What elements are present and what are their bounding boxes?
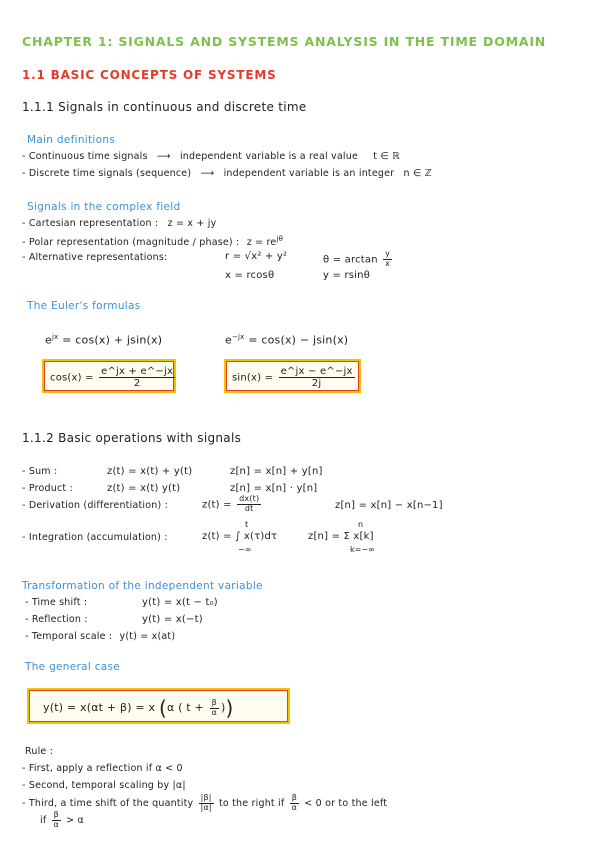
def-discrete-label: - Discrete time signals (sequence): [22, 168, 192, 179]
sum-disc: z[n] = x[n] + y[n]: [230, 466, 323, 477]
rule-3: [22, 794, 387, 813]
shift-math: y(t) = x(t − t₀): [142, 597, 218, 608]
cos-den: 2: [133, 378, 141, 389]
deriv-label: - Derivation (differentiation) :: [22, 500, 168, 511]
sin-num: e^jx − e^−jx: [280, 366, 353, 377]
polar-label: - Polar representation (magnitude / phase) :: [22, 237, 240, 249]
rule-3-fraction-2: [290, 794, 299, 813]
euler-1-rhs: = cos(x) + jsin(x): [62, 333, 163, 347]
euler-formula-1: [45, 333, 162, 347]
rule-3b: to the right if: [218, 797, 285, 809]
def-line-continuous: [22, 151, 400, 162]
cartesian-math: z = x + jy: [167, 218, 217, 229]
scale-math: y(t) = x(at): [119, 631, 176, 642]
cos-lhs: cos(x) =: [50, 372, 94, 384]
polar-line: [22, 235, 283, 248]
general-den: α: [211, 707, 218, 717]
rule-heading: Rule :: [25, 746, 54, 757]
general-mid: α ( t +: [166, 701, 204, 714]
prod-cont: z(t) = x(t) y(t): [107, 483, 181, 494]
rule-4: [40, 811, 84, 830]
cartesian-line: [22, 218, 216, 229]
general-formula: [43, 696, 233, 720]
rule-4-fraction: [52, 811, 61, 830]
alt-theta-den: x: [385, 258, 391, 268]
cos-fraction: [99, 366, 175, 389]
rule-1: - First, apply a reflection if α < 0: [22, 763, 183, 774]
def-continuous-text: independent variable is a real value: [179, 151, 359, 162]
integ-cont: z(t) = ∫ x(τ)dτ: [202, 531, 278, 542]
sum-upper: n: [358, 520, 364, 529]
cos-box: [42, 359, 176, 393]
general-close: ): [220, 701, 226, 714]
alt-theta-text: θ = arctan: [323, 254, 378, 266]
alt-theta-fraction: [383, 250, 392, 269]
transform-heading: Transformation of the independent variable: [22, 580, 263, 592]
alt-y: y = rsinθ: [323, 270, 371, 281]
rule-3-den: |α|: [200, 802, 212, 812]
deriv-fraction: [237, 495, 261, 514]
main-definitions-heading: Main definitions: [27, 134, 116, 146]
general-num: β: [211, 697, 217, 707]
rule-3c: < 0 or to the left: [304, 797, 388, 809]
sin-fraction: [279, 366, 355, 389]
def-continuous-math: t ∈ ℝ: [373, 151, 400, 162]
rule-4b: > α: [66, 814, 85, 826]
chapter-title: CHAPTER 1: SIGNALS AND SYSTEMS ANALYSIS IN THE TIME DOMAIN: [22, 34, 547, 49]
reflection-label: - Reflection :: [25, 614, 88, 625]
general-fraction: [210, 699, 219, 718]
def-discrete-text: independent variable is an integer: [223, 168, 395, 179]
def-continuous-label: - Continuous time signals: [22, 151, 148, 162]
integ-lower: −∞: [238, 545, 252, 554]
rule-3a: - Third, a time shift of the quantity: [22, 797, 194, 809]
close-paren-icon: ): [225, 696, 234, 720]
subsection-title-2: 1.1.2 Basic operations with signals: [22, 431, 242, 445]
alt-r: r = √x² + y²: [225, 251, 288, 262]
alt-x: x = rcosθ: [225, 270, 275, 281]
integ-disc: z[n] = Σ x[k]: [308, 531, 374, 542]
sin-box: [224, 359, 361, 393]
shift-label: - Time shift :: [25, 597, 88, 608]
alt-theta: [323, 250, 394, 269]
deriv-cont: [202, 495, 263, 514]
euler-2-lhs: e: [225, 333, 232, 347]
open-paren-icon: (: [158, 696, 167, 720]
sin-lhs: sin(x) =: [232, 372, 274, 384]
euler-2-rhs: = cos(x) − jsin(x): [248, 333, 349, 347]
euler-formula-2: [225, 333, 348, 347]
arrow-icon: ⟶: [200, 168, 215, 179]
general-box: [27, 688, 290, 724]
polar-math: z = re: [246, 237, 277, 249]
rule-4a: if: [40, 814, 47, 826]
euler-1-exp: jx: [51, 333, 59, 341]
rule-3-fraction: [199, 794, 214, 813]
alt-theta-num: y: [385, 249, 391, 258]
prod-label: - Product :: [22, 483, 73, 494]
scale-line: [25, 631, 175, 642]
complex-heading: Signals in the complex field: [27, 201, 181, 213]
cartesian-label: - Cartesian representation :: [22, 218, 159, 229]
alt-label: - Alternative representations:: [22, 252, 168, 263]
integ-label: - Integration (accumulation) :: [22, 532, 168, 543]
rule-4-den: α: [53, 819, 60, 829]
scale-label: - Temporal scale :: [25, 631, 113, 642]
section-title: 1.1 BASIC CONCEPTS OF SYSTEMS: [22, 68, 277, 82]
euler-1-lhs: e: [45, 333, 52, 347]
reflection-math: y(t) = x(−t): [142, 614, 203, 625]
sum-label: - Sum :: [22, 466, 58, 477]
sum-cont: z(t) = x(t) + y(t): [107, 466, 193, 477]
deriv-num: dx(t): [239, 494, 260, 503]
general-left: y(t) = x(αt + β) = x: [43, 701, 156, 714]
arrow-icon: ⟶: [156, 151, 171, 162]
def-discrete-math: n ∈ ℤ: [403, 168, 432, 179]
euler-2-exp: −jx: [231, 333, 245, 341]
subsection-title-1: 1.1.1 Signals in continuous and discrete time: [22, 100, 307, 114]
rule-3-num: |β|: [200, 793, 212, 802]
prod-disc: z[n] = x[n] · y[n]: [230, 483, 318, 494]
sum-lower: k=−∞: [350, 545, 375, 554]
cos-num: e^jx + e^−jx: [101, 366, 174, 377]
rule-3-den-2: α: [291, 802, 298, 812]
def-line-discrete: [22, 168, 432, 179]
euler-heading: The Euler's formulas: [27, 300, 141, 312]
deriv-disc: z[n] = x[n] − x[n−1]: [335, 500, 443, 511]
rule-4-num: β: [53, 810, 59, 819]
general-heading: The general case: [25, 661, 121, 673]
polar-exponent: jθ: [276, 235, 284, 243]
sin-formula: [232, 366, 357, 389]
deriv-den: dt: [244, 503, 254, 513]
integ-upper: t: [245, 520, 249, 529]
rule-3-num-2: β: [291, 793, 297, 802]
cos-formula: [50, 366, 177, 389]
rule-2: - Second, temporal scaling by |α|: [22, 780, 186, 791]
deriv-lhs: z(t) =: [202, 499, 232, 511]
sin-den: 2j: [311, 378, 322, 389]
